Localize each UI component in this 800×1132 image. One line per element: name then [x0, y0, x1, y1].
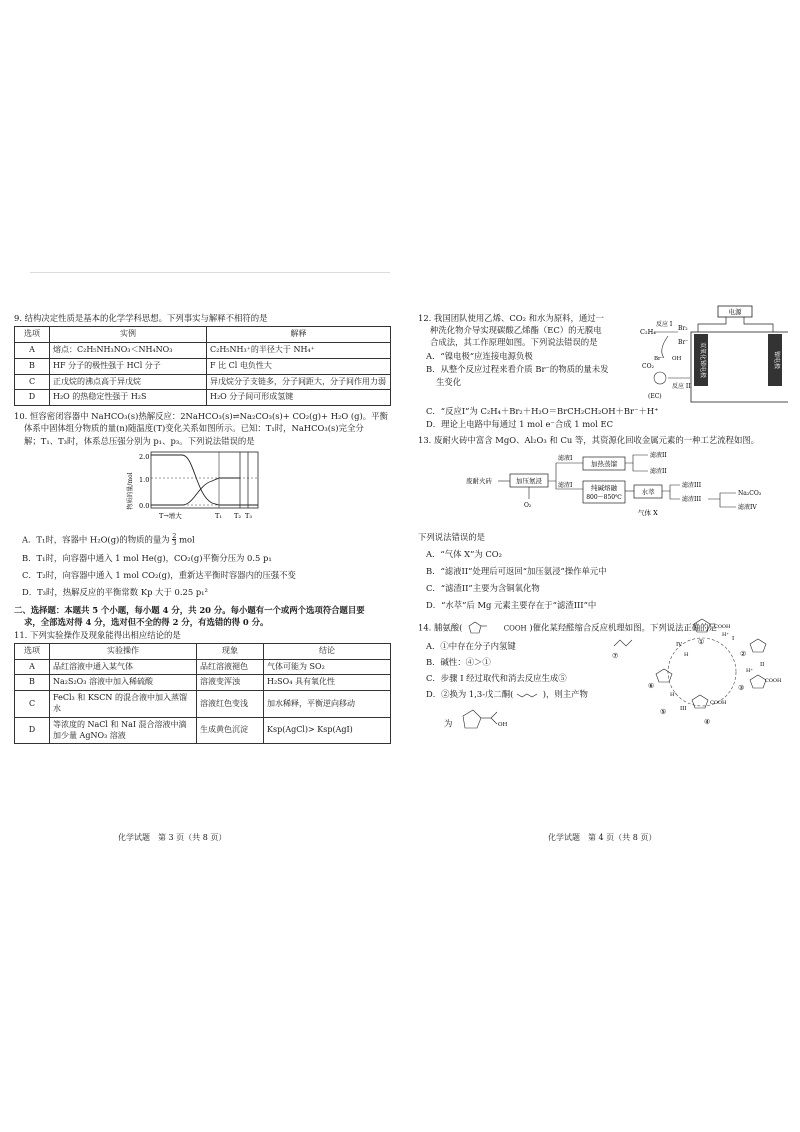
wire: [698, 317, 726, 332]
arrow: [633, 463, 648, 471]
flow-residue3b: 滤渣III: [682, 495, 702, 503]
table-header: 结论: [264, 643, 391, 659]
right-page: [418, 308, 788, 750]
graph-ytick: 2.0: [139, 452, 150, 461]
table-cell: D: [15, 717, 50, 744]
table-cell: A: [15, 659, 50, 675]
table-cell: 熔点：C₂H₅NH₃NO₃＜NH₄NO₃: [50, 342, 207, 358]
cycle-n2: ②: [740, 649, 747, 658]
q13-lead: 下列说法错误的是: [418, 531, 485, 542]
flow-heat: 加热蒸馏: [591, 459, 617, 468]
step-ii: II: [760, 661, 765, 668]
table-cell: C₂H₅NH₃⁺的半径大于 NH₄⁺: [207, 342, 391, 358]
br-label: Br⁻: [654, 356, 664, 362]
table-cell: 等浓度的 NaCl 和 NaI 混合溶液中滴加少量 AgNO₃ 溶液: [50, 717, 197, 744]
q12-option-a: A．“镍电极”应连接电源负极: [426, 350, 533, 361]
table-row: [15, 691, 391, 718]
flow-melt2: 800～850℃: [586, 493, 622, 501]
flow-filtrate-top: 滤液II: [650, 451, 667, 459]
q13-option-a: A．“气体 X”为 CO₂: [426, 548, 503, 559]
graph-ytick: 0.0: [139, 501, 150, 510]
q14-product: [444, 706, 608, 742]
graph-t2-label: T₂: [234, 511, 241, 520]
left-page: [14, 312, 391, 744]
table-header: 现象: [197, 643, 264, 659]
table-cell: HF 分子的极性强于 HCl 分子: [50, 358, 207, 374]
right-electrode-label: 镍电极: [773, 350, 780, 370]
na2co3-curve: [151, 478, 240, 505]
intermediate-ring: [750, 675, 766, 688]
cycle-cooh: COOH: [765, 677, 782, 684]
graph-ylabel: 物质的量/mol: [127, 472, 134, 510]
table-cell: 溶液红色变浅: [197, 691, 264, 718]
arrow: [670, 491, 680, 499]
br-minus-label: Br⁻: [678, 339, 689, 346]
q10-stem-line1: 10. 恒容密闭容器中 NaHCO₃(s)热解反应：2NaHCO₃(s)⇌Na₂CO₃(s)+ CO₂(g)+ H₂O (g)。平衡: [14, 411, 388, 422]
table-cell: D: [15, 390, 50, 406]
q10-option-b: B．T₁时，向容器中通入 1 mol He(g)，CO₂(g)平衡分压为 0.5 p₁: [22, 552, 272, 563]
fraction-numerator: 2: [172, 531, 177, 540]
step-iv: IV: [676, 641, 683, 648]
table-cell: F 比 Cl 电负性大: [207, 358, 391, 374]
table-header-row: [15, 643, 391, 659]
fraction: [172, 533, 176, 547]
q14-option-d: [426, 688, 608, 700]
table-cell: H₂O 的热稳定性强于 H₂S: [50, 390, 207, 406]
hplus-label: H⁺: [670, 691, 677, 698]
power-label: 电源: [728, 308, 742, 316]
q13-option-c: C．“滤渣II”主要为含铜氧化物: [426, 583, 540, 594]
cycle-n4: ④: [704, 717, 711, 726]
q10-option-c: C．T₂时，向容器中通入 1 mol CO₂(g)，重新达平衡时容器内的压强不变: [22, 569, 296, 580]
table-header: 选项: [15, 327, 50, 343]
q14-option-d-a: D．②换为 1,3-戊二酮(: [426, 689, 514, 700]
left-page-footer: 化学试题 第 3 页（共 8 页）: [118, 833, 227, 842]
flow-residue2: 滤渣II: [650, 467, 667, 475]
flow-residue1: 滤渣I: [558, 481, 573, 489]
table-cell: 异戊烷分子支链多，分子间距大，分子间作用力弱: [207, 374, 391, 390]
unit: mol: [179, 534, 195, 545]
flow-gas: 气体 X: [638, 508, 658, 517]
table-header: 解释: [207, 327, 391, 343]
table-cell: A: [15, 342, 50, 358]
proline-structure: [465, 620, 501, 636]
q14-option-b: B．碱性：④＞①: [426, 656, 491, 667]
graph-t3-label: T₃: [245, 511, 252, 520]
proline-ring: [694, 619, 710, 632]
q10-stem-line3: 解；T₁、T₃时，体系总压强分别为 p₁、p₃。下列说法错误的是: [24, 435, 255, 446]
flow-product: Na₂CO₃: [738, 489, 762, 497]
co2-label: CO₂: [642, 363, 654, 370]
graph-t1-label: T₁: [215, 511, 222, 520]
cycle-n3: ③: [738, 683, 745, 692]
q12-stem-line1: 12. 我国团队使用乙烯、CO₂ 和水为原料，通过一: [418, 313, 605, 323]
c2h4-label: C₂H₄: [640, 328, 656, 336]
cycle-ring: [668, 635, 736, 706]
table-header: 实例: [50, 327, 207, 343]
table-cell: H₂SO₄ 具有氧化性: [264, 675, 391, 691]
q12-option-b-line2: 生变化: [436, 376, 462, 387]
table-cell: C: [15, 691, 50, 718]
arrow: [662, 336, 668, 358]
oh-label: OH: [498, 722, 508, 729]
cycle-n5: ⑤: [660, 707, 667, 716]
q13-option-d: D．“水萃”后 Mg 元素主要存在于“滤渣III”中: [426, 600, 597, 611]
q13-flowchart: [418, 449, 788, 531]
table-cell: C: [15, 374, 50, 390]
cycle-cooh: COOH: [710, 699, 727, 706]
hplus-label: H⁺: [746, 667, 753, 674]
q12-block: [418, 308, 788, 404]
cycle-n7: ⑦: [612, 651, 619, 660]
flow-filtrate1: 滤液I: [558, 454, 573, 462]
table-cell: 生成黄色沉淀: [197, 717, 264, 744]
q14-option-c: C．步骤 I 经过取代和消去反应生成⑤: [426, 672, 567, 683]
table-row: [15, 717, 391, 744]
br2-label: Br₂: [678, 325, 688, 332]
flow-o2: O₂: [524, 501, 532, 509]
flow-leach: 加压氨浸: [516, 476, 542, 485]
arrow: [625, 455, 648, 463]
table-row: [15, 374, 391, 390]
q10-graph: [14, 447, 391, 529]
arrow: [708, 493, 736, 499]
ec-label: (EC): [648, 393, 662, 400]
table-cell: Na₂S₂O₃ 溶液中加入稀硫酸: [50, 675, 197, 691]
q12-option-b-line1: B．从整个反应过程来看介质 Br⁻的物质的量未发: [426, 363, 609, 374]
table-cell: H₂O 分子间可形成氢键: [207, 390, 391, 406]
table-cell: 品红溶液褪色: [197, 659, 264, 675]
nahco3-curve: [151, 455, 258, 505]
graph-frame: [151, 452, 258, 508]
q9-stem: 9. 结构决定性质是基本的化学学科思想。下列事实与解释不相符的是: [14, 313, 268, 323]
table-cell: 品红溶液中通入某气体: [50, 659, 197, 675]
intermediate-ring: [750, 639, 766, 652]
q10-stem-line2: 体系中固体组分物质的量(n)随温度(T)变化关系如图所示。已知：T₁时，NaHCO₃(s)完全分: [24, 423, 364, 434]
arrow: [662, 485, 680, 491]
table-row: [15, 675, 391, 691]
q12-option-c: C．“反应I”为 C₂H₄＋Br₂＋H₂O＝BrCH₂CH₂OH＋Br⁻＋H⁺: [426, 406, 659, 416]
table-cell: 加水稀释，平衡逆向移动: [264, 691, 391, 718]
cycle-n1: ①: [698, 637, 705, 646]
table-header-row: [15, 327, 391, 343]
q11-stem: 11. 下列实验操作及现象能得出相应结论的是: [14, 629, 181, 640]
flow-source: 废耐火砖: [466, 476, 492, 485]
table-cell: Ksp(AgCl)> Ksp(AgI): [264, 717, 391, 744]
reaction2-label: 反应 II: [672, 383, 691, 390]
table-cell: 溶液变浑浊: [197, 675, 264, 691]
cycle-n6: ⑥: [648, 681, 655, 690]
q9-table: [14, 326, 391, 406]
q14-option-d-c: 为: [444, 718, 453, 729]
step-iii: III: [680, 705, 687, 712]
table-row: [15, 358, 391, 374]
flow-filtrate4: 滤液IV: [738, 503, 757, 511]
cycle-cooh: COOH: [714, 623, 731, 630]
q10-option-a: [22, 533, 391, 547]
table-cell: B: [15, 675, 50, 691]
table-cell: B: [15, 358, 50, 374]
table-cell: FeCl₃ 和 KSCN 的混合液中加入蒸馏水: [50, 691, 197, 718]
intermediate-ring: [656, 669, 672, 682]
q12-option-d: D．理论上电路中每通过 1 mol e⁻合成 1 mol EC: [426, 419, 614, 430]
table-header: 选项: [15, 643, 50, 659]
flow-water: 水萃: [641, 487, 655, 496]
arrow: [548, 463, 583, 481]
section2-heading-line1: 二、选择题：本题共 5 个小题，每小题 4 分，共 20 分。每小题有一个或两个选项符合题目要: [14, 605, 365, 616]
table-header: 实验操作: [50, 643, 197, 659]
left-electrode-label: 双氧化锑电极: [699, 341, 706, 379]
oh-label: OH: [672, 356, 682, 362]
table-cell: 气体可能为 SO₂: [264, 659, 391, 675]
q14-stem-b: )催化某羟醛缩合反应机理如图。下列说法正确的是: [529, 622, 717, 632]
wire: [744, 317, 773, 332]
proline-cooh: COOH: [503, 624, 527, 632]
fraction-denominator: 3: [172, 539, 177, 548]
reaction1-label: 反应 I: [656, 321, 673, 328]
graph-ytick: 1.0: [139, 475, 150, 484]
scan-artifact-line: [30, 272, 390, 273]
q12-stem-line3: 合成法，其工作原理如图。下列说法错误的是: [430, 337, 598, 348]
q11-table: [14, 643, 391, 745]
q12-stem-line2: 种洗化物介导实现碳酸乙烯酯（EC）的无膜电: [430, 325, 602, 336]
arrow: [720, 499, 736, 507]
flow-residue3: 滤渣III: [682, 481, 702, 489]
q14-catalytic-cycle: [610, 616, 785, 728]
step-i: I: [732, 635, 735, 642]
q14-option-a: A．①中存在分子内氢键: [426, 640, 516, 651]
q12-electrolysis-diagram: [638, 304, 788, 404]
table-cell: 正戊烷的沸点高于异戊烷: [50, 374, 207, 390]
graph-xlabel: T→增大: [159, 511, 182, 520]
q14-option-d-b: )，则主产物: [542, 689, 588, 700]
substrate-chain: [614, 640, 632, 646]
ec-ring: [654, 372, 666, 384]
h-label: H: [684, 651, 689, 658]
flow-melt1: 纯碱熔融: [591, 483, 617, 492]
hplus-label: H⁺: [722, 631, 729, 638]
q14-stem-a: 14. 脯氨酸(: [418, 622, 463, 632]
table-row: [15, 342, 391, 358]
section2-heading-line2: 求，全部选对得 4 分，选对但不全的得 2 分，有选错的得 0 分。: [24, 617, 269, 628]
table-row: [15, 390, 391, 406]
q10-option-d: D．T₃时，热解反应的平衡常数 Kp 大于 0.25 p₁²: [22, 587, 208, 598]
right-page-footer: 化学试题 第 4 页（共 8 页）: [548, 833, 657, 842]
product-structure: [455, 706, 515, 742]
q10-option-a-text: A．T₁时，容器中 H₂O(g)的物质的量为: [22, 534, 170, 545]
pentanedione-structure: [516, 690, 540, 700]
q13-stem: 13. 废耐火砖中富含 MgO、Al₂O₃ 和 Cu 等，其资源化回收金属元素的一种工艺流程如图。: [418, 435, 760, 446]
q13-option-b: B．“滤液II”处理后可返回“加压氨浸”操作单元中: [426, 565, 607, 576]
table-row: [15, 659, 391, 675]
